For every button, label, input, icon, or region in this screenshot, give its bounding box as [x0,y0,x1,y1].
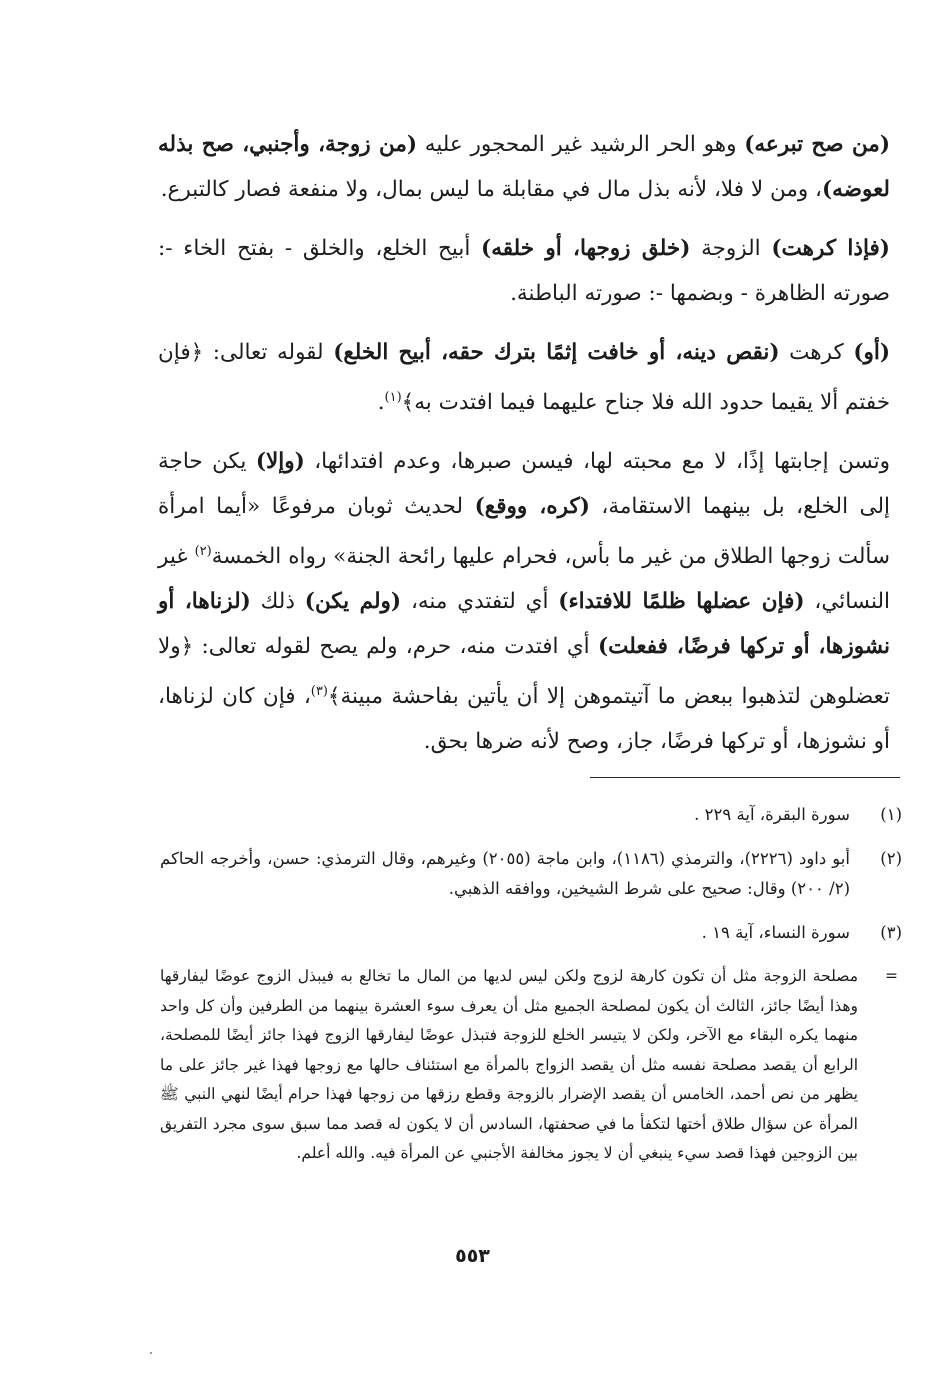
sharh-text: غير النسائي، [158,544,891,615]
footnotes [160,800,902,1169]
footnote-separator [590,777,900,778]
footnote-number: (٢) [880,849,902,868]
page-number: ٥٥٣ [455,1245,490,1267]
sharh-text: وهو الحر الرشيد غير المحجور عليه [417,132,745,157]
matn-text: (من زوجة، وأجنبي، صح بذله لعوضه) [158,132,890,202]
paragraph-4 [158,439,890,764]
matn-text: (كره، ووقع) [474,494,590,520]
matn-text: (خلق زوجها، أو خلقه) [481,236,691,261]
footnote-ref: (٣) [310,684,328,700]
sharh-text: لقوله تعالى: ﴿فإن خفتم ألا يقيما حدود الله فلا جناح عليهما فيما افتدت به﴾ [158,340,890,416]
sharh-text: أي افتدت منه، حرم، ولم يصح لقوله تعالى: ﴿ولا تعضلوهن لتذهبوا ببعض ما آتيتموهن إلا أن يأتين بفاحشة مبينة﴾ [158,634,890,710]
footnote-ref: (١) [384,390,402,405]
footnote-text: سورة البقرة، آية ٢٢٩ . [694,805,850,824]
sharh-text: ، ومن لا فلا، لأنه بذل مال في مقابلة ما ليس بمال، ولا منفعة فصار كالتبرع. [160,177,822,202]
footnote-text: أبو داود (٢٢٢٦)، والترمذي (١١٨٦)، وابن ماجة (٢٠٥٥) وغيرهم، وقال الترمذي: حسن، وأخرجه الحاكم (٢/ ٢٠٠) وقال: صحيح على شرط الشيخين، ووافقه الذهبي. [160,849,850,898]
footnote-1 [160,800,902,830]
paragraph-3 [158,330,890,425]
matn-text: (من صح تبرعه) [744,132,890,157]
sharh-text: وتسن إجابتها إذًا، لا مع محبته لها، فيسن صبرها، وعدم افتدائها، [304,449,890,475]
matn-text: (أو) [853,340,891,365]
footnote-2 [160,844,902,904]
footnote-number: (١) [880,805,902,824]
matn-text: (لزناها، أو نشوزها، أو تركها فرضًا، ففعلت) [158,589,890,660]
sharh-text: الزوجة [690,236,772,261]
matn-text: (فإذا كرهت) [771,236,890,261]
footnote-3 [160,918,902,948]
sharh-text: يكن حاجة إلى الخلع، بل بينهما الاستقامة، [158,449,891,520]
matn-text: (فإن عضلها ظلمًا للافتداء) [558,589,805,615]
sharh-text: ، فإن كان لزناها، أو نشوزها، أو تركها فرضًا، جاز، وصح لأنه ضرها بحق. [158,684,890,755]
footnote-number: (٣) [880,923,902,942]
sharh-text: ذلك [250,589,305,615]
footnote-ref: (٢) [194,544,212,560]
matn-text: (وإلا) [255,449,305,475]
main-text [158,122,890,782]
continuation-text: مصلحة الزوجة مثل أن تكون كارهة لزوج ولكن ليس لديها من المال ما تخالع به فيبذل الزوج عوضًا ليفارقها وهذا أيضًا جائز، الثالث أن يكون لمصلحة الجميع مثل أن يعرف سوء العشرة بينهما من الطرفين وأن كل واحد منهما يكره البقاء مع الآخر، ولكن لا يتيسر الخلع للزوجة فتبذل عوضًا ليفارقها الزوج فهذا جائز أيضًا للمصلحة، الرابع أن يقصد مصلحة نفسه مثل أن يقصد الزواج بالمرأة مع استئناف حالها مع زوجها فهذا غير جائز على ما يظهر من نص أحمد، الخامس أن يقصد الإضرار بالزوجة وقطع رزقها من زوجها فهذا حرام أيضًا لنهي النبي ﷺ المرأة عن سؤال طلاق أختها لتكفأ ما في صحفتها، السادس أن لا يكون له قصد مما سبق سوى مجرد التفريق بين الزوجين فهذا قصد سيء ينبغي أن لا يجوز مخالفة الأجنبي عن المرأة فيه. والله أعلم. [160,967,858,1162]
sharh-text: لحديث ثوبان مرفوعًا «أيما امرأة سألت زوجها الطلاق من غير ما بأس، فحرام عليها رائحة الجنة» رواه الخمسة [158,494,890,570]
matn-text: (ولم يكن) [304,589,402,615]
footnote-continuation [160,962,902,1169]
matn-text: (نقص دينه، أو خافت إثمًا بترك حقه، أبيح الخلع) [333,340,780,365]
paragraph-2 [158,226,890,316]
footnote-text: سورة النساء، آية ١٩ . [701,923,850,942]
paragraph-1 [158,122,890,212]
sharh-text: أبيح الخلع، والخلق - بفتح الخاء -: صورته الظاهرة - وبضمها -: صورته الباطنة. [158,236,890,306]
scan-speck [150,1352,152,1354]
sharh-text: . [377,390,385,416]
sharh-text: أي لتفتدي منه، [401,589,559,615]
continuation-marker: = [885,967,898,985]
sharh-text: كرهت [779,340,854,365]
